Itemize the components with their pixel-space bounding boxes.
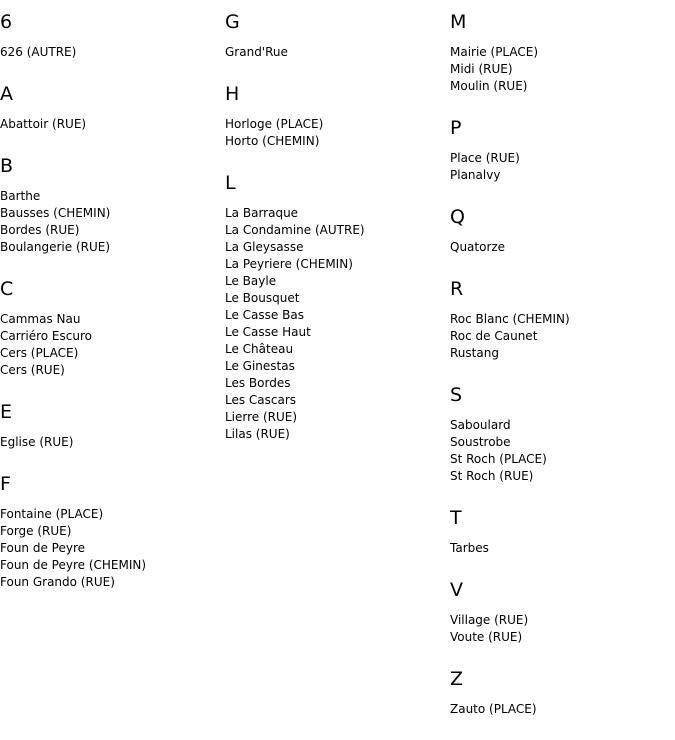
street-link[interactable]: Horloge (PLACE) xyxy=(225,117,324,131)
letter-section xyxy=(450,578,670,646)
street-link[interactable]: Cers (RUE) xyxy=(0,363,65,377)
letter-section xyxy=(450,277,670,362)
letter-section xyxy=(450,10,670,95)
letter-section xyxy=(0,277,220,379)
letter-heading: Z xyxy=(450,668,464,690)
street-link[interactable]: Foun de Peyre (CHEMIN) xyxy=(0,558,147,572)
street-link[interactable]: Quatorze xyxy=(450,240,506,254)
street-link[interactable]: Planalvy xyxy=(450,168,501,182)
letter-heading: A xyxy=(0,83,13,105)
letter-heading: 6 xyxy=(0,11,13,33)
street-list xyxy=(0,188,220,256)
street-list xyxy=(450,239,670,256)
letter-heading: L xyxy=(225,172,236,194)
street-link[interactable]: Mairie (PLACE) xyxy=(450,45,539,59)
street-link[interactable]: Bordes (RUE) xyxy=(0,223,80,237)
letter-heading: B xyxy=(0,155,14,177)
street-link[interactable]: St Roch (RUE) xyxy=(450,469,534,483)
letter-section xyxy=(0,82,220,133)
street-link[interactable]: Saboulard xyxy=(450,418,511,432)
street-list xyxy=(225,205,445,443)
street-index-column xyxy=(0,10,220,612)
street-link[interactable]: Bausses (CHEMIN) xyxy=(0,206,111,220)
street-link[interactable]: Fontaine (PLACE) xyxy=(0,507,104,521)
street-list xyxy=(450,150,670,184)
street-list xyxy=(450,612,670,646)
letter-section xyxy=(225,10,445,61)
street-list xyxy=(0,506,220,591)
letter-heading: Q xyxy=(450,206,465,228)
street-link[interactable]: Barthe xyxy=(0,189,41,203)
street-link[interactable]: Le Château xyxy=(225,342,294,356)
street-link[interactable]: Le Casse Bas xyxy=(225,308,304,322)
street-link[interactable]: Place (RUE) xyxy=(450,151,520,165)
street-list xyxy=(450,701,670,718)
street-link[interactable]: Eglise (RUE) xyxy=(0,435,74,449)
street-link[interactable]: Midi (RUE) xyxy=(450,62,513,76)
letter-section xyxy=(450,116,670,184)
street-link[interactable]: Le Bousquet xyxy=(225,291,300,305)
street-link[interactable]: Forge (RUE) xyxy=(0,524,72,538)
street-link[interactable]: La Gleysasse xyxy=(225,240,304,254)
letter-section xyxy=(450,383,670,485)
street-link[interactable]: Les Bordes xyxy=(225,376,291,390)
street-link[interactable]: Carriéro Escuro xyxy=(0,329,92,343)
street-list xyxy=(450,540,670,557)
street-link[interactable]: Roc Blanc (CHEMIN) xyxy=(450,312,570,326)
letter-section xyxy=(0,154,220,256)
street-list xyxy=(225,44,445,61)
letter-heading: V xyxy=(450,579,463,601)
street-link[interactable]: La Peyriere (CHEMIN) xyxy=(225,257,353,271)
street-link[interactable]: Le Casse Haut xyxy=(225,325,311,339)
letter-heading: T xyxy=(450,507,462,529)
street-link[interactable]: St Roch (PLACE) xyxy=(450,452,547,466)
street-link[interactable]: Voute (RUE) xyxy=(450,630,523,644)
street-link[interactable]: Cammas Nau xyxy=(0,312,81,326)
street-link[interactable]: Zauto (PLACE) xyxy=(450,702,537,716)
letter-heading: G xyxy=(225,11,240,33)
street-list xyxy=(450,44,670,95)
street-list xyxy=(450,417,670,485)
street-list xyxy=(0,116,220,133)
letter-heading: E xyxy=(0,401,13,423)
street-link[interactable]: La Barraque xyxy=(225,206,299,220)
street-link[interactable]: Lierre (RUE) xyxy=(225,410,298,424)
street-link[interactable]: Grand'Rue xyxy=(225,45,288,59)
letter-section xyxy=(450,667,670,718)
street-link[interactable]: Soustrobe xyxy=(450,435,511,449)
street-list xyxy=(450,311,670,362)
letter-heading: C xyxy=(0,278,14,300)
street-link[interactable]: Tarbes xyxy=(450,541,489,555)
street-link[interactable]: Le Ginestas xyxy=(225,359,295,373)
street-link[interactable]: Cers (PLACE) xyxy=(0,346,79,360)
letter-section xyxy=(225,82,445,150)
street-link[interactable]: Moulin (RUE) xyxy=(450,79,528,93)
letter-heading: P xyxy=(450,117,462,139)
letter-heading: M xyxy=(450,11,467,33)
street-link[interactable]: Horto (CHEMIN) xyxy=(225,134,320,148)
street-link[interactable]: Village (RUE) xyxy=(450,613,529,627)
street-index-column xyxy=(450,10,670,739)
street-link[interactable]: Abattoir (RUE) xyxy=(0,117,87,131)
street-link[interactable]: Foun de Peyre xyxy=(0,541,86,555)
letter-section xyxy=(450,205,670,256)
street-link[interactable]: La Condamine (AUTRE) xyxy=(225,223,365,237)
street-list xyxy=(0,434,220,451)
street-list xyxy=(0,311,220,379)
street-list xyxy=(0,44,220,61)
street-index-column xyxy=(225,10,445,464)
street-link[interactable]: 626 (AUTRE) xyxy=(0,45,77,59)
street-link[interactable]: Foun Grando (RUE) xyxy=(0,575,115,589)
street-link[interactable]: Le Bayle xyxy=(225,274,277,288)
letter-heading: H xyxy=(225,83,240,105)
letter-section xyxy=(450,506,670,557)
street-link[interactable]: Les Cascars xyxy=(225,393,297,407)
letter-section xyxy=(0,10,220,61)
street-link[interactable]: Rustang xyxy=(450,346,499,360)
letter-section xyxy=(0,400,220,451)
street-list xyxy=(225,116,445,150)
letter-section xyxy=(225,171,445,443)
letter-section xyxy=(0,472,220,591)
letter-heading: S xyxy=(450,384,463,406)
street-link[interactable]: Boulangerie (RUE) xyxy=(0,240,111,254)
street-link[interactable]: Roc de Caunet xyxy=(450,329,538,343)
letter-heading: R xyxy=(450,278,464,300)
street-link[interactable]: Lilas (RUE) xyxy=(225,427,290,441)
letter-heading: F xyxy=(0,473,11,495)
